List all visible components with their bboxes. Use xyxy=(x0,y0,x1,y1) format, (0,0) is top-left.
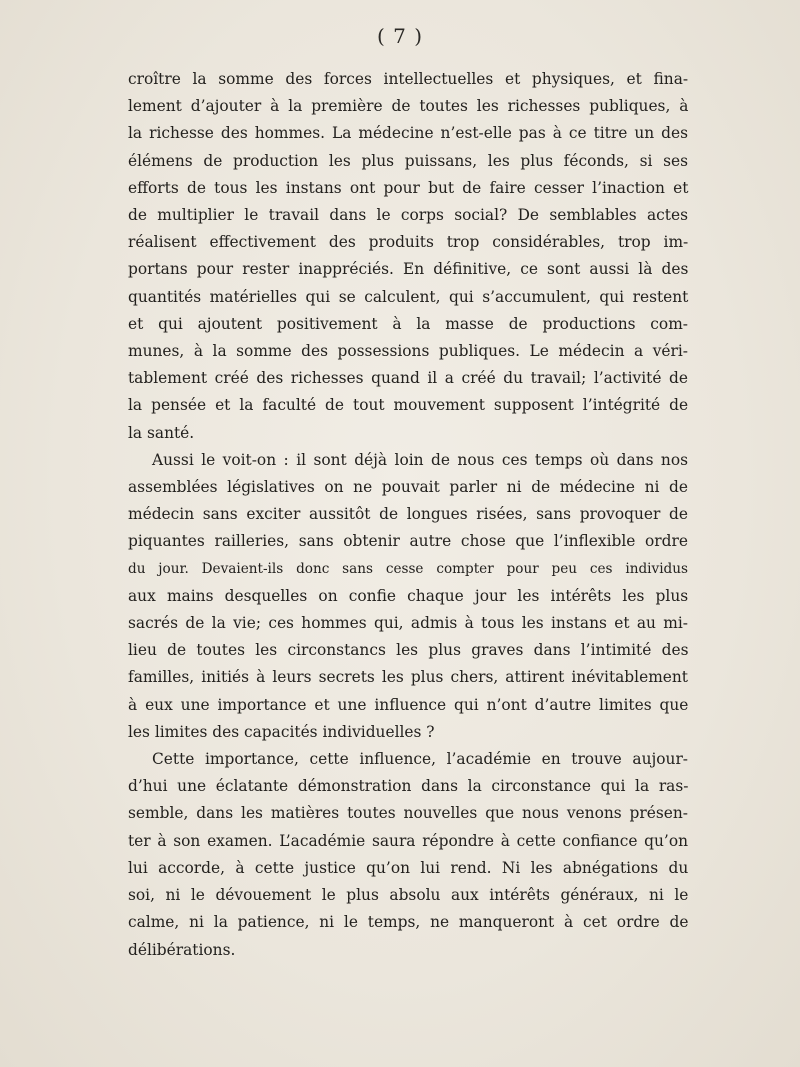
text-line: soi, ni le dévouement le plus absolu aux intérêts généraux, ni le xyxy=(128,886,689,905)
text-line: tablement créé des richesses quand il a créé du travail; l’activité de xyxy=(128,369,688,388)
text-line: d’hui une éclatante démonstration dans la circonstance qui la ras- xyxy=(128,777,689,796)
text-line: semble, dans les matières toutes nouvelles que nous venons présen- xyxy=(128,804,688,823)
text-line: piquantes railleries, sans obtenir autre chose que l’inflexible ordre xyxy=(128,532,688,551)
text-line: croître la somme des forces intellectuelles et physiques, et fina- xyxy=(128,70,689,88)
paragraph-1 xyxy=(128,66,688,447)
text-line: élémens de production les plus puissans, les plus féconds, si ses xyxy=(128,151,689,170)
text-line: Cette importance, cette influence, l’académie en trouve aujour- xyxy=(152,750,688,769)
text-line: quantités matérielles qui se calculent, qui s’accumulent, qui restent xyxy=(128,287,689,306)
text-line: de multiplier le travail dans le corps social? De semblables actes xyxy=(128,206,688,225)
text-line: aux mains desquelles on confie chaque jour les intérêts les plus xyxy=(128,586,689,605)
text-line: assemblées législatives on ne pouvait parler ni de médecine ni de xyxy=(128,478,688,497)
text-line: la richesse des hommes. La médecine n’est-elle pas à ce titre un des xyxy=(128,124,688,143)
text-line: efforts de tous les instans ont pour but de faire cesser l’inaction et xyxy=(128,178,689,197)
text-line: délibérations. xyxy=(128,940,236,959)
text-line: la santé. xyxy=(128,423,195,442)
text-line: lieu de toutes les circonstancs les plus graves dans l’intimité des xyxy=(128,641,689,660)
paragraph-2 xyxy=(128,447,688,746)
text-line: munes, à la somme des possessions publiques. Le médecin a véri- xyxy=(128,342,688,361)
text-line: et qui ajoutent positivement à la masse de productions com- xyxy=(128,314,688,333)
body-text xyxy=(128,66,688,964)
text-line: les limites des capacités individuelles ? xyxy=(128,722,435,741)
text-line: ter à son examen. L’académie saura répondre à cette confiance qu’on xyxy=(128,831,688,850)
text-line: réalisent effectivement des produits trop considérables, trop im- xyxy=(128,233,689,252)
text-line: sacrés de la vie; ces hommes qui, admis à tous les instans et au mi- xyxy=(128,614,688,633)
text-line: familles, initiés à leurs secrets les plus chers, attirent inévitablement xyxy=(128,668,688,687)
text-line: calme, ni la patience, ni le temps, ne manqueront à cet ordre de xyxy=(128,913,689,932)
text-line: la pensée et la faculté de tout mouvement supposent l’intégrité de xyxy=(128,396,689,415)
page-number: ( 7 ) xyxy=(376,24,424,48)
text-line: lui accorde, à cette justice qu’on lui rend. Ni les abnégations du xyxy=(128,858,689,877)
text-line: à eux une importance et une influence qui n’ont d’autre limites que xyxy=(128,695,689,714)
paragraph-3 xyxy=(128,746,688,964)
text-line: Aussi le voit-on : il sont déjà loin de nous ces temps où dans nos xyxy=(152,450,688,469)
text-line: lement d’ajouter à la première de toutes les richesses publiques, à xyxy=(128,97,689,116)
text-line: du jour. Devaient-ils donc sans cesse compter pour peu ces individus xyxy=(128,560,688,577)
text-line: portans pour rester inappréciés. En définitive, ce sont aussi là des xyxy=(128,260,689,279)
text-line: médecin sans exciter aussitôt de longues risées, sans provoquer de xyxy=(128,505,688,524)
